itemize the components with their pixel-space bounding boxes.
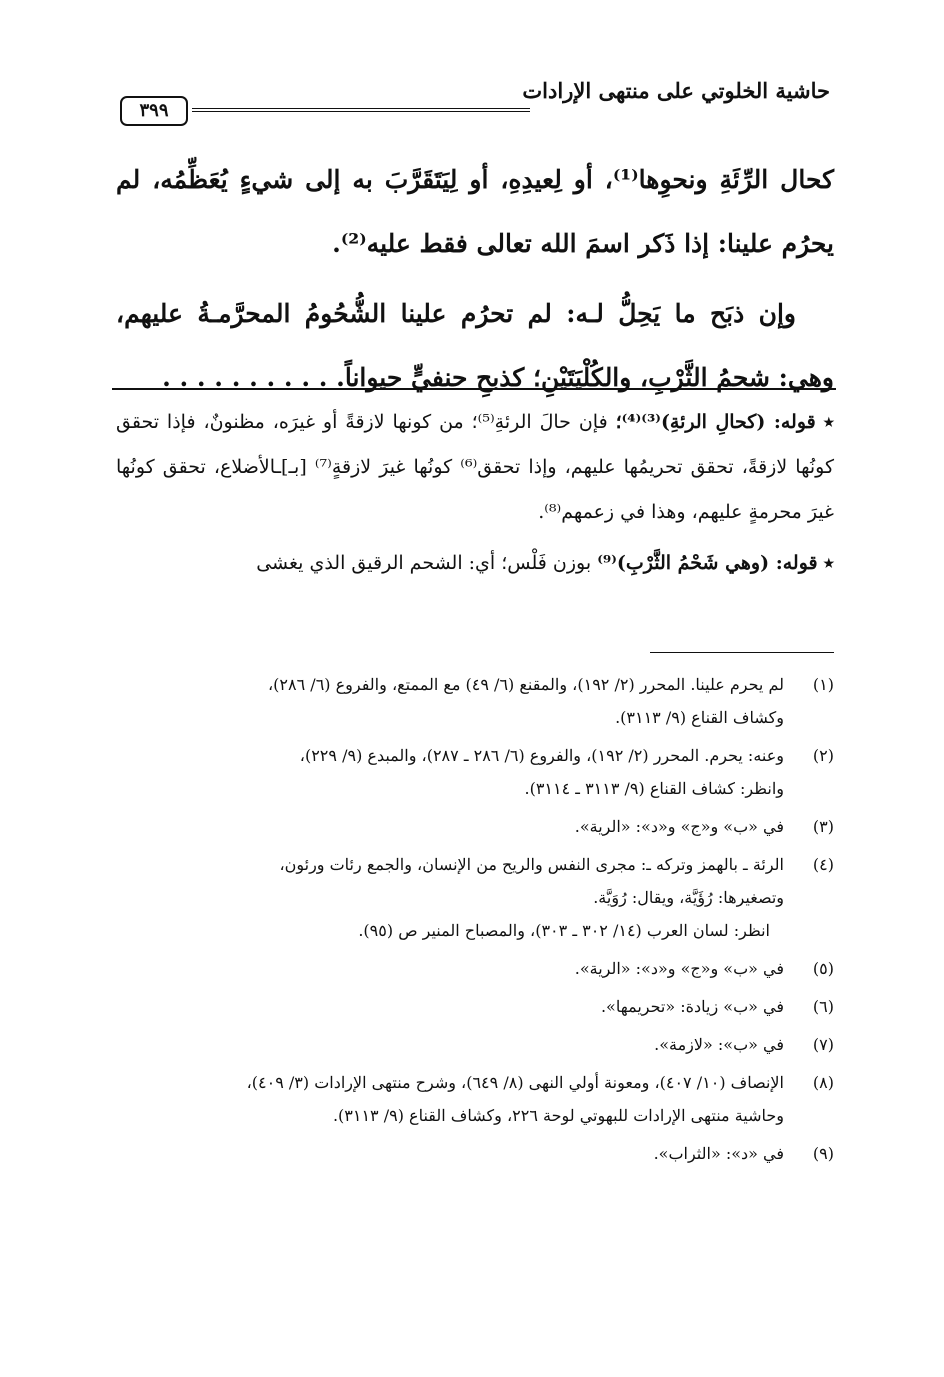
main-paragraph-2: وإن ذبَح ما يَحِلُّ لـه: لم تحرُم علينا الشُّحُومُ المحرَّمـةُ عليهم، وهي: شحمُ الثَّرْبِ، والكُلْيَتَيْنِ؛ كذبحِ حنفيٍّ حيواناً. . . . . . . . . . . [116,299,834,392]
footnote-line: الرئة ـ بالهمز وتركه ـ: مجرى النفس والريح من الإنسان، والجمع رئات ورئون، [279,855,784,874]
footnote [116,990,834,1023]
main-text [116,148,834,410]
footnote-line: في «د»: «الثراب». [653,1144,784,1163]
commentary-paragraph-2 [116,541,834,586]
star-marker: ٭ [823,411,834,433]
footnote-line: الإنصاف (١٠/ ٤٠٧)، ومعونة أولي النهى (٨/ ٦٤٩)، وشرح منتهى الإرادات (٣/ ٤٠٩)، [246,1073,784,1092]
footnote-separator [650,652,834,653]
commentary-keyword-1: قوله: (كحالِ الرئةِ)⁽³⁾⁽⁴⁾؛ [615,411,816,433]
commentary-keyword-2: قوله: (وهي شَحْمُ الثَّرْبِ)⁽⁹⁾ [597,552,818,574]
commentary-paragraph-1 [116,400,834,535]
footnote-line: في «ب» و«ج» و«د»: «الرية». [574,959,784,978]
footnote [116,668,834,734]
footnote-number: (٤) [812,855,834,874]
header-rule [192,108,530,112]
footnote-line: في «ب»: «لازمة». [654,1035,784,1054]
page-number: ٣٩٩ [120,96,188,126]
footnote-number: (٨) [812,1073,834,1092]
page-header [120,78,830,130]
footnote-number: (٦) [812,997,834,1016]
footnote-line: وعنه: يحرم. المحرر (٢/ ١٩٢)، والفروع (٦/ ٢٨٦ ـ ٢٨٧)، والمبدع (٩/ ٢٢٩)، [299,746,784,765]
footnote [116,810,834,843]
star-marker: ٭ [823,552,834,574]
footnote [116,848,834,947]
footnote [116,739,834,805]
commentary-text-2: بوزن فَلْس؛ أي: الشحم الرقيق الذي يغشى [256,552,592,574]
commentary-text-1: فإن حالَ الرئةِ⁽⁵⁾؛ من كونها لازقةً أو غيرَه، مظنونٌ، فإذا تحقق كونُها لازقةً، تحقق تحريمُها عليهم، وإذا تحقق⁽⁶⁾ كونُها غيرَ لازقةٍ⁽⁷⁾ [بـ]ـالأضلاع، تحقق كونُها غيرَ محرمةٍ عليهم، وهذا في زعمهم⁽⁸⁾. [116,411,834,523]
main-text-rule [112,388,836,390]
footnote [116,1066,834,1132]
footnotes [116,668,834,1175]
footnote-line: لم يحرم علينا. المحرر (٢/ ١٩٢)، والمقنع (٦/ ٤٩) مع الممتع، والفروع (٦/ ٢٨٦)، [268,675,784,694]
commentary [116,400,834,586]
main-paragraph-1: كحال الرِّئَةِ ونحوِها⁽¹⁾، أو لِعيدِهِ، أو لِيَتَقَرَّبَ به إلى شيءٍ يُعَظِّمُه، لم يحرُم علينا: إذا ذَكر اسمَ الله تعالى فقط عليه⁽²⁾. [116,165,834,258]
footnote-line: في «ب» زيادة: «تحريمها». [600,997,784,1016]
footnote-line: وكشاف القناع (٩/ ٣١١٣). [615,708,784,727]
running-title: حاشية الخلوتي على منتهى الإرادات [522,78,830,103]
footnote-number: (٩) [812,1144,834,1163]
footnote-reference-line: انظر: لسان العرب (١٤/ ٣٠٢ ـ ٣٠٣)، والمصباح المنير ص (٩٥). [358,921,770,940]
footnote [116,1028,834,1061]
footnote-number: (٢) [812,746,834,765]
footnote-number: (١) [812,675,834,694]
footnote-line: وحاشية منتهى الإرادات للبهوتي لوحة ٢٢٦، وكشاف القناع (٩/ ٣١١٣). [332,1106,784,1125]
footnote-number: (٣) [812,817,834,836]
footnote-number: (٥) [812,959,834,978]
footnote-line: وانظر: كشاف القناع (٩/ ٣١١٣ ـ ٣١١٤). [524,779,784,798]
footnote-line: في «ب» و«ج» و«د»: «الرية». [574,817,784,836]
footnote-line: وتصغيرها: رُؤَيَّة، ويقال: رُوَيَّة. [593,888,784,907]
footnote-number: (٧) [812,1035,834,1054]
footnote [116,1137,834,1170]
footnote [116,952,834,985]
